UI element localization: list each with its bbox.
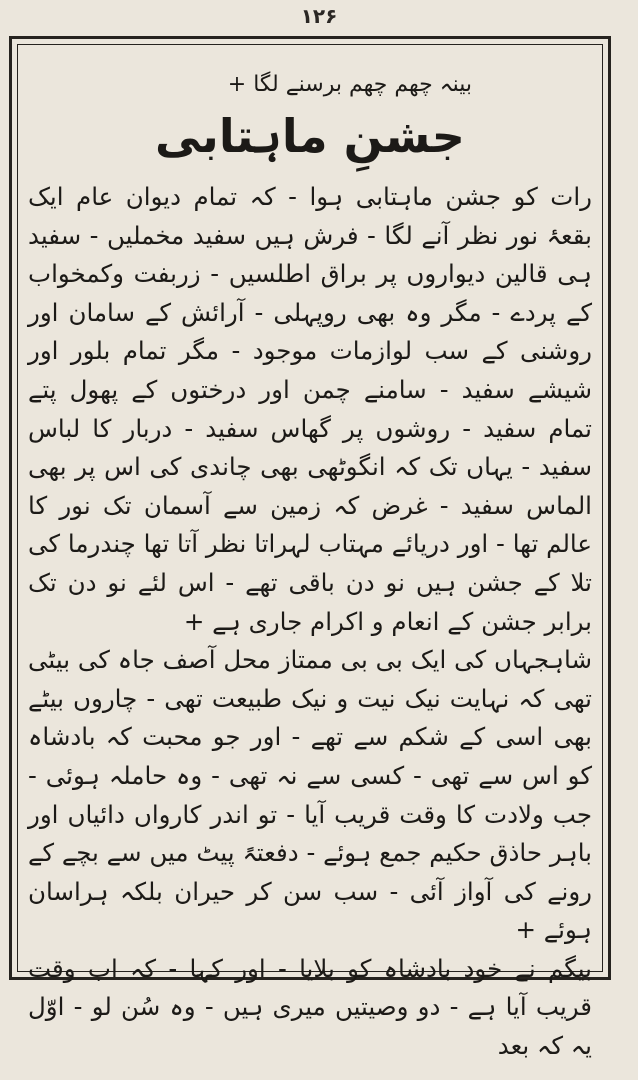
- paragraph-2: شاہجہاں کی ایک بی بی ممتاز محل آصف جاہ کی بیٹی تھی کہ نہایت نیک نیت و نیک طبیعت تھی - چاروں بیٹے بھی اسی کے شکم سے تھے - اور جو محبت کہ بادشاہ کو اس سے تھی - کسی سے نہ تھی - وہ حاملہ ہوئی - جب ولادت کا وقت قریب آیا - تو اندر کارواں دائیاں اور باہر حاذق حکیم جمع ہوئے - دفعتہً پیٹ میں سے بچے کے رونے کی آواز آئی - سب سن کر حیران بلکہ ہراسان ہوئے +: [28, 645, 592, 945]
- paragraph-1: رات کو جشن ماہتابی ہوا - کہ تمام دیوان عام ایک بقعۂ نور نظر آنے لگا - فرش ہیں سفید مخملیں - سفید ہی قالین دیواروں پر براق اطلسیں - زربفت وکمخواب کے پردے - مگر وہ بھی روپہلی - آرائش کے سامان اور روشنی کے سب لوازمات موجود - مگر تمام بلور اور شیشے سفید - سامنے چمن اور درختوں کے پھول پتے تمام سفید - روشوں پر گھاس سفید - دربار کا لباس سفید - یہاں تک کہ انگوٹھی بھی چاندی کی اس پر بھی الماس سفید - غرض کہ زمین سے آسمان تک نور کا عالم تھا - اور دریائے مہتاب لہراتا نظر آتا تھا چندرما کی تلا کے جشن ہیں نو دن باقی تھے - اس لئے نو دن تک برابر جشن کے انعام و اکرام جاری ہے +: [28, 182, 592, 636]
- chapter-title: جشنِ ماہتابی: [155, 109, 465, 163]
- page-content: [28, 56, 592, 1061]
- page-number: ۱۲۶: [300, 4, 338, 28]
- continuation-line: بینہ چھم چھم برسنے لگا +: [227, 72, 472, 97]
- paragraph-3: بیگم نے خود بادشاہ کو بلایا - اور کہا - کہ اب وقت قریب آیا ہے - دو وصیتیں میری ہیں - وہ سُن لو - اوّل یہ کہ بعد: [28, 953, 592, 1061]
